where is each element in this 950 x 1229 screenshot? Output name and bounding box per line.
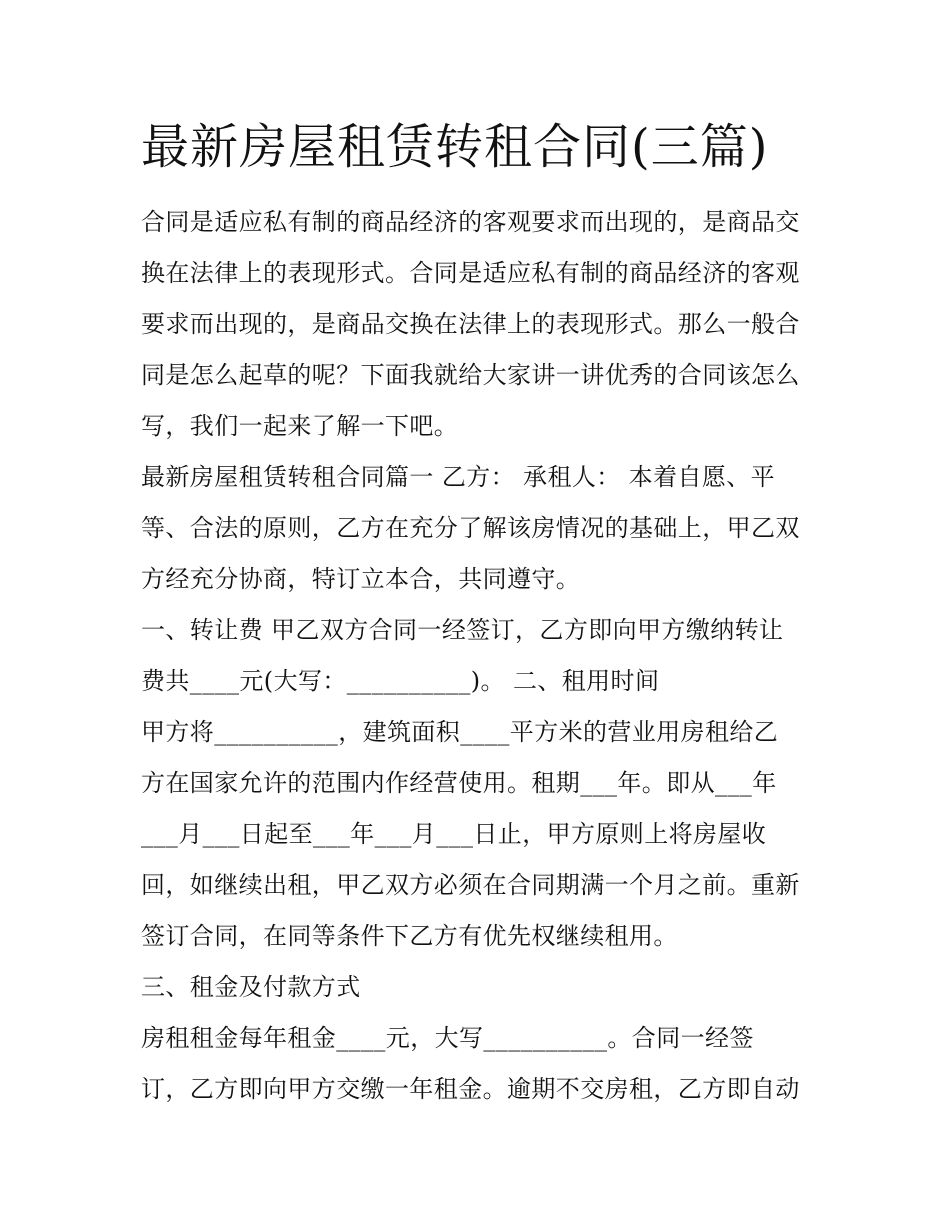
body-line: 方在国家允许的范围内作经营使用。租期___年。即从___年 <box>141 769 777 797</box>
body-line: 方经充分协商，特订立本合，共同遵守。 <box>141 565 581 593</box>
body-line: 回，如继续出租，甲乙双方必须在合同期满一个月之前。重新 <box>141 871 800 899</box>
body-line: 等、合法的原则，乙方在充分了解该房情况的基础上，甲乙双 <box>141 514 800 542</box>
document-title: 最新房屋租赁转租合同(三篇) <box>141 119 769 175</box>
body-line: 要求而出现的，是商品交换在法律上的表现形式。那么一般合 <box>141 310 800 338</box>
body-line: 最新房屋租赁转租合同篇一 乙方： 承租人： 本着自愿、平 <box>141 463 776 491</box>
body-line: 换在法律上的表现形式。合同是适应私有制的商品经济的客观 <box>141 259 800 287</box>
body-line: 费共____元(大写：__________)。 二、租用时间 <box>141 667 660 695</box>
body-line: 房租租金每年租金____元，大写__________。合同一经签 <box>141 1024 754 1052</box>
body-line: 同是怎么起草的呢？下面我就给大家讲一讲优秀的合同该怎么 <box>141 361 800 389</box>
body-line: 一、转让费 甲乙双方合同一经签订，乙方即向甲方缴纳转让 <box>141 616 784 644</box>
body-line: 甲方将__________，建筑面积____平方米的营业用房租给乙 <box>141 718 779 746</box>
body-line: ___月___日起至___年___月___日止，甲方原则上将房屋收 <box>141 820 767 848</box>
body-line: 订，乙方即向甲方交缴一年租金。逾期不交房租，乙方即自动 <box>141 1075 800 1103</box>
body-line: 写，我们一起来了解一下吧。 <box>141 412 459 440</box>
body-line: 合同是适应私有制的商品经济的客观要求而出现的，是商品交 <box>141 208 800 236</box>
section-heading: 三、租金及付款方式 <box>141 973 361 1001</box>
body-line: 签订合同，在同等条件下乙方有优先权继续租用。 <box>141 922 678 950</box>
